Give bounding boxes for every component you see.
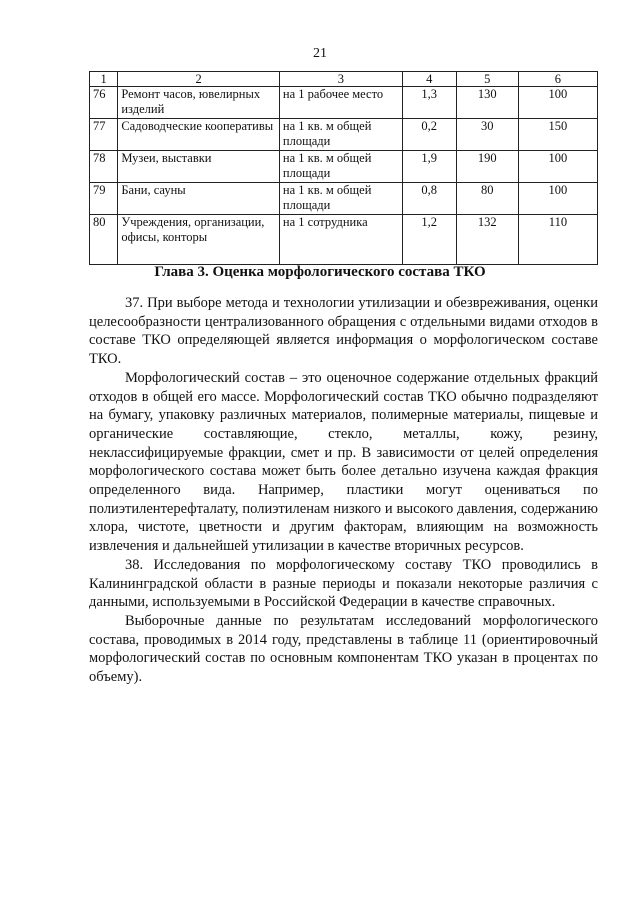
table-header-row — [90, 72, 598, 87]
paragraph-38: 38. Исследования по морфологическому составу ТКО проводились в Калининградской области в разные периоды и показали некоторые различия с данными, используемыми в Российской Федерации в качестве справочных. — [89, 556, 598, 611]
row-unit: на 1 сотрудника — [279, 215, 402, 265]
row-value-6: 150 — [518, 119, 597, 151]
page-number: 21 — [313, 46, 327, 61]
paragraph-37: 37. При выборе метода и технологии утилизации и обезвреживания, оценки целесообразности централизованного обращения с отдельными видами отходов в составе ТКО определяющей является информация о морфологическом составе ТКО. — [89, 295, 598, 368]
paragraph-sample-data: Выборочные данные по результатам исследований морфологического состава, проводимых в 2014 году, представлены в таблице 11 (ориентировочный морфологический состав по основным компонентам ТКО указан в процентах по объему). — [89, 612, 598, 686]
row-unit: на 1 рабочее место — [279, 87, 402, 119]
row-number: 79 — [90, 183, 118, 215]
header-cell-1: 1 — [90, 72, 118, 87]
header-cell-2: 2 — [118, 72, 280, 87]
row-name: Учреждения, организации, офисы, конторы — [118, 215, 280, 265]
row-value-6: 100 — [518, 183, 597, 215]
table-row — [90, 119, 598, 151]
row-value-6: 110 — [518, 215, 597, 265]
row-number: 76 — [90, 87, 118, 119]
header-cell-6: 6 — [518, 72, 597, 87]
row-value-4: 0,2 — [402, 119, 456, 151]
row-value-5: 132 — [456, 215, 518, 265]
table-row — [90, 87, 598, 119]
row-value-5: 190 — [456, 151, 518, 183]
row-number: 77 — [90, 119, 118, 151]
row-value-6: 100 — [518, 151, 597, 183]
row-value-4: 1,2 — [402, 215, 456, 265]
table-row — [90, 151, 598, 183]
paragraph-morphology-definition: Морфологический состав – это оценочное содержание отдельных фракций отходов в общей его массе. Морфологический состав ТКО обычно подразделяют на бумагу, упаковку различных материалов, полимерные материалы, пищевые и органические составляющие, стекло, металлы, кожу, резину, неклассифицируемые фракции, смет и пр. В зависимости от целей определения морфологического состава может быть более детально изучена каждая фракция определенного вида. Например, пластики могут оцениваться по полиэтилентерефталату, полиэтиленам низкого и высокого давления, содержанию хлора, чистоте, цветности и другим факторам, влияющим на возможность извлечения и дальнейшей утилизации в качестве вторичных ресурсов. — [89, 369, 598, 555]
row-value-5: 130 — [456, 87, 518, 119]
header-cell-3: 3 — [279, 72, 402, 87]
row-name: Ремонт часов, ювелирных изделий — [118, 87, 280, 119]
row-value-4: 1,9 — [402, 151, 456, 183]
row-name: Музеи, выставки — [118, 151, 280, 183]
body-text — [89, 294, 598, 687]
row-value-6: 100 — [518, 87, 597, 119]
row-value-4: 0,8 — [402, 183, 456, 215]
row-unit: на 1 кв. м общей площади — [279, 119, 402, 151]
header-cell-4: 4 — [402, 72, 456, 87]
row-value-4: 1,3 — [402, 87, 456, 119]
row-name: Бани, сауны — [118, 183, 280, 215]
row-unit: на 1 кв. м общей площади — [279, 183, 402, 215]
table-row — [90, 183, 598, 215]
norms-table — [89, 71, 598, 265]
row-unit: на 1 кв. м общей площади — [279, 151, 402, 183]
chapter-title: Глава 3. Оценка морфологического состава ТКО — [154, 264, 486, 280]
row-number: 80 — [90, 215, 118, 265]
header-cell-5: 5 — [456, 72, 518, 87]
table-row — [90, 215, 598, 265]
row-number: 78 — [90, 151, 118, 183]
row-name: Садоводческие кооперативы — [118, 119, 280, 151]
row-value-5: 80 — [456, 183, 518, 215]
row-value-5: 30 — [456, 119, 518, 151]
